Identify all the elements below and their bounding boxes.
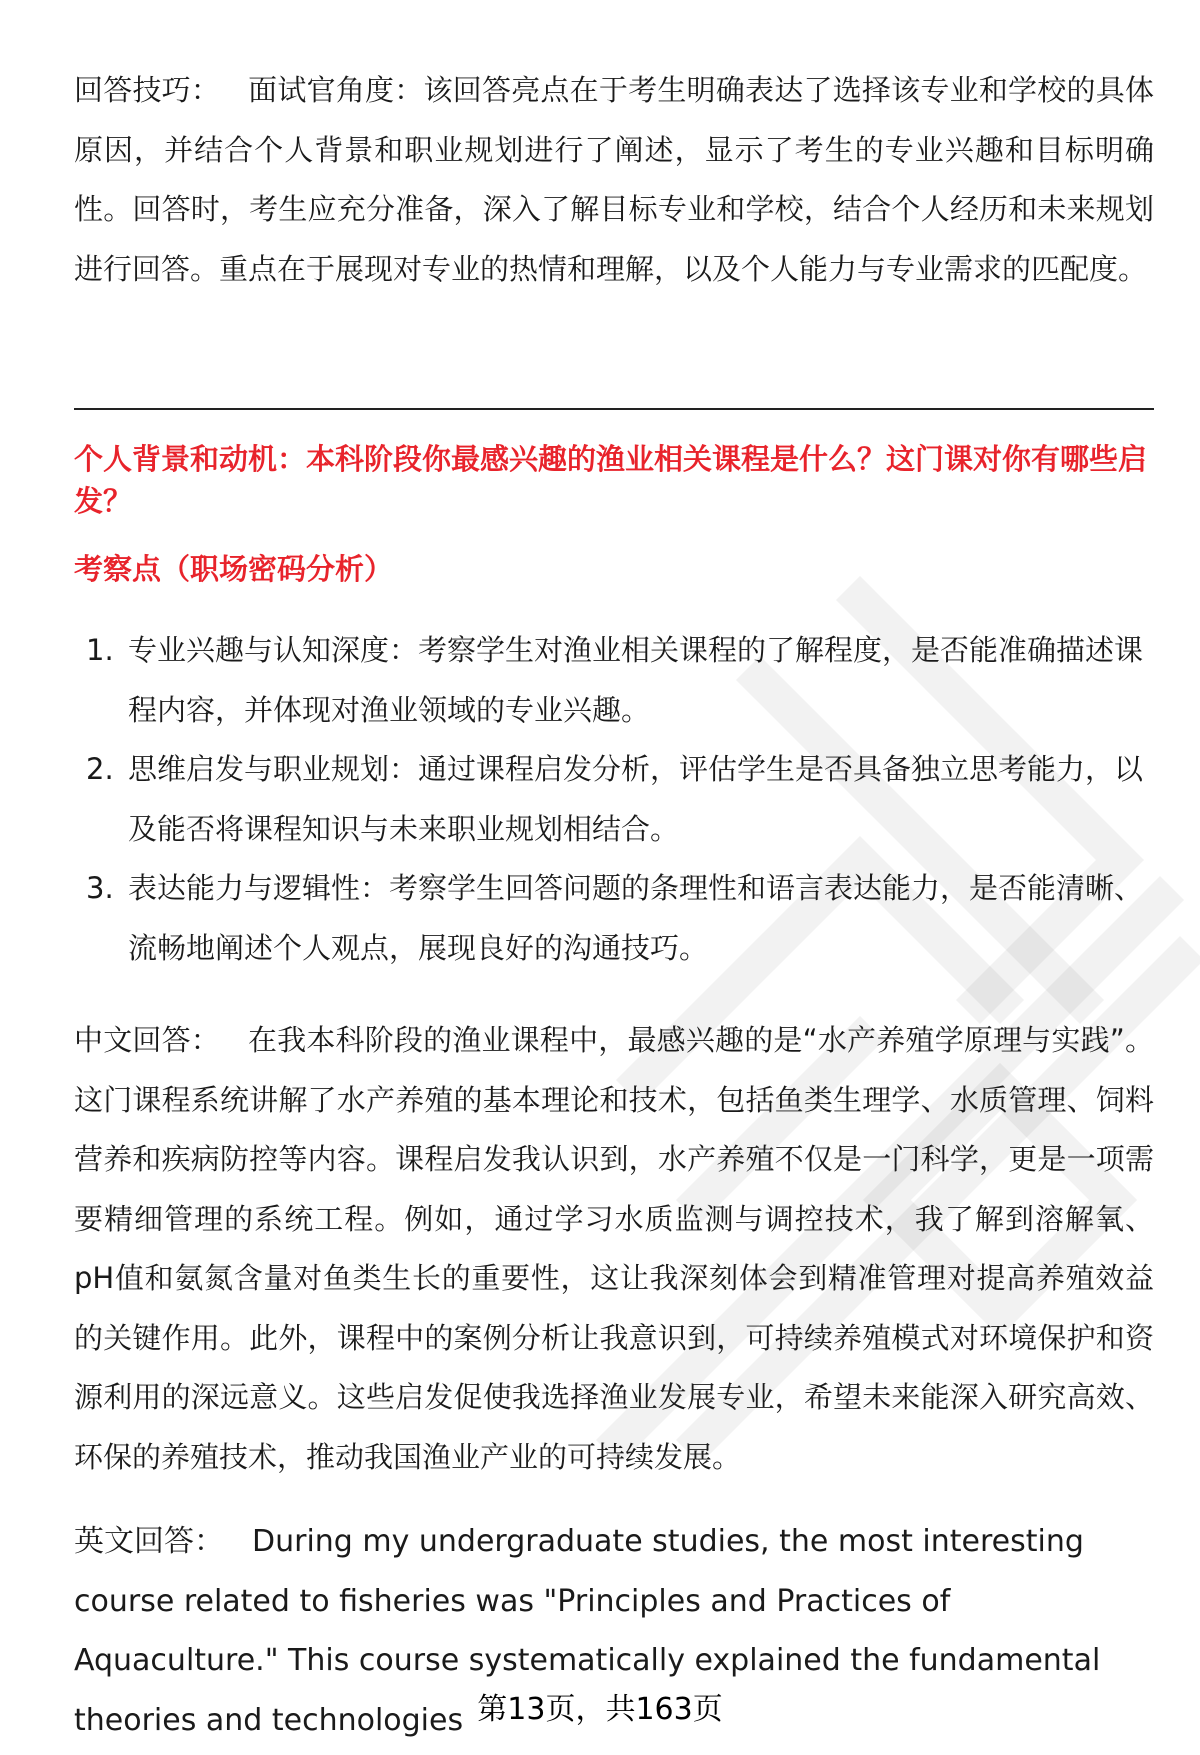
question-heading: 个人背景和动机：本科阶段你最感兴趣的渔业相关课程是什么？这门课对你有哪些启发？ xyxy=(74,442,1148,518)
page-footer: 第13页，共163页 xyxy=(477,1692,723,1727)
list-item-number: 2. xyxy=(86,752,114,786)
list-item-text: 思维启发与职业规划：通过课程启发分析，评估学生是否具备独立思考能力，以及能否将课程知识与未来职业规划相结合。 xyxy=(128,752,1144,846)
chinese-answer-paragraph xyxy=(74,1011,1154,1487)
answer-tips-text: 面试官角度：该回答亮点在于考生明确表达了选择该专业和学校的具体原因，并结合个人背景和职业规划进行了阐述，显示了考生的专业兴趣和目标明确性。回答时，考生应充分准备，深入了解目标专业和学校，结合个人经历和未来规划进行回答。重点在于展现对专业的热情和理解，以及个人能力与专业需求的匹配度。 xyxy=(74,73,1154,286)
list-item xyxy=(74,740,1154,859)
answer-tips-paragraph xyxy=(74,61,1154,299)
list-item-text: 表达能力与逻辑性：考察学生回答问题的条理性和语言表达能力，是否能清晰、流畅地阐述个人观点，展现良好的沟通技巧。 xyxy=(128,871,1144,965)
list-item-number: 3. xyxy=(86,871,114,905)
english-answer-text: During my undergraduate studies, the most interesting course related to fisheries was "Principles and Practices of Aquaculture." This course systematically explained the fundamental theories and technologies xyxy=(74,1524,1101,1738)
answer-tips-label: 回答技巧： xyxy=(74,73,221,107)
list-item-text: 专业兴趣与认知深度：考察学生对渔业相关课程的了解程度，是否能准确描述课程内容，并体现对渔业领域的专业兴趣。 xyxy=(128,633,1144,727)
assessment-points-heading: 考察点（职场密码分析） xyxy=(74,552,394,586)
list-item-number: 1. xyxy=(86,633,114,667)
chinese-answer-label: 中文回答： xyxy=(74,1023,220,1057)
list-item xyxy=(74,859,1154,978)
chinese-answer-text: 在我本科阶段的渔业课程中，最感兴趣的是“水产养殖学原理与实践”。这门课程系统讲解了水产养殖的基本理论和技术，包括鱼类生理学、水质管理、饲料营养和疾病防控等内容。课程启发我认识到，水产养殖不仅是一门科学，更是一项需要精细管理的系统工程。例如，通过学习水质监测与调控技术，我了解到溶解氧、pH值和氨氮含量对鱼类生长的重要性，这让我深刻体会到精准管理对提高养殖效益的关键作用。此外，课程中的案例分析让我意识到，可持续养殖模式对环境保护和资源利用的深远意义。这些启发促使我选择渔业发展专业，希望未来能深入研究高效、环保的养殖技术，推动我国渔业产业的可持续发展。 xyxy=(74,1023,1154,1474)
list-item xyxy=(74,621,1154,740)
assessment-points-list xyxy=(74,621,1154,978)
english-answer-label: 英文回答： xyxy=(74,1524,224,1559)
section-divider xyxy=(74,408,1154,410)
